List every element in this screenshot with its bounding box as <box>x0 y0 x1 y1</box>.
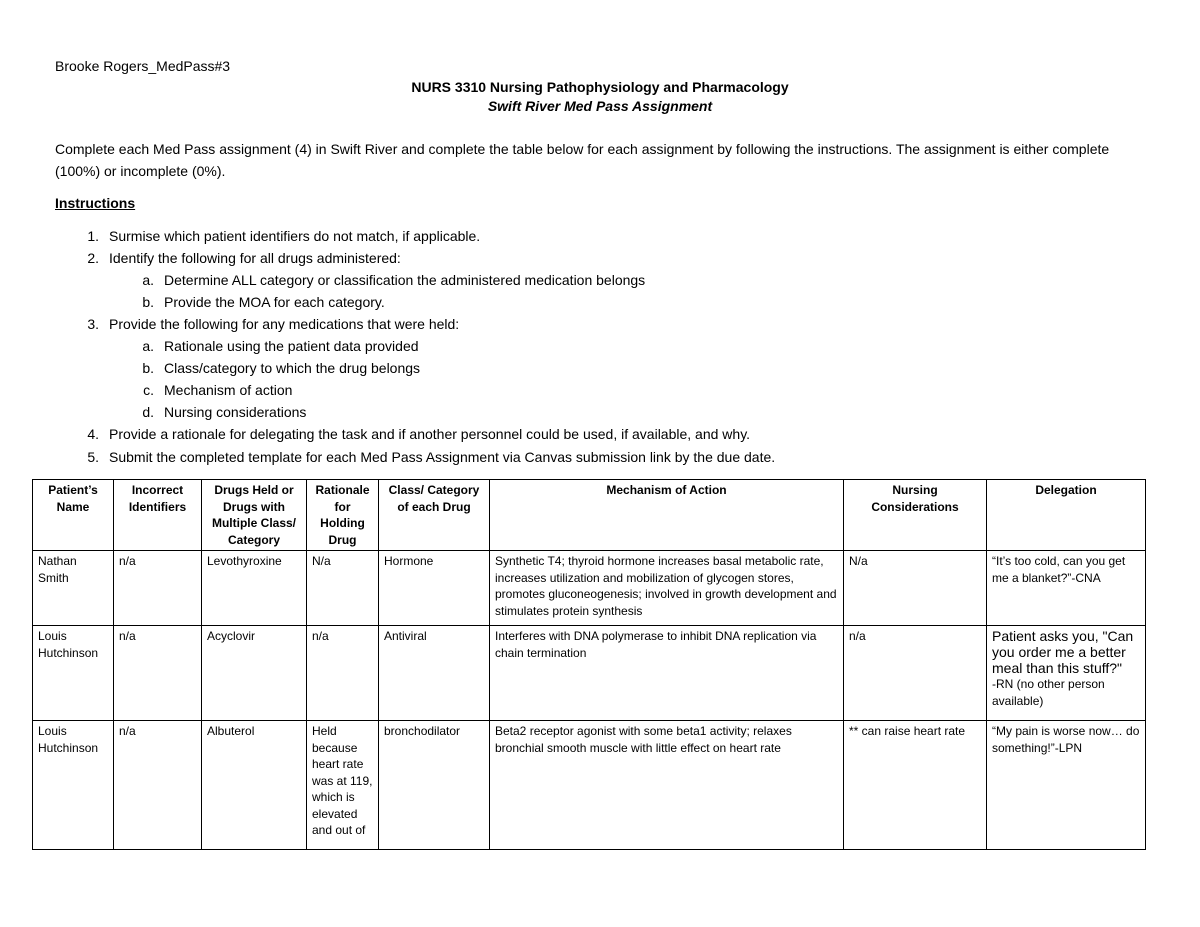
cell-rationale: n/a <box>307 626 379 721</box>
cell-moa: Interferes with DNA polymerase to inhibit DNA replication via chain termination <box>490 626 844 721</box>
delegation-note: -RN (no other person available) <box>992 677 1105 708</box>
instruction-text: Identify the following for all drugs administered: <box>109 250 401 266</box>
cell-nursing: n/a <box>844 626 987 721</box>
document-subtitle: Swift River Med Pass Assignment <box>487 98 713 114</box>
instruction-marker: b. <box>142 360 154 376</box>
instruction-text: Provide a rationale for delegating the task and if another personnel could be used, if available, and why. <box>109 426 751 442</box>
instruction-marker: 2. <box>87 250 99 266</box>
header-drugs-held: Drugs Held or Drugs with Multiple Class/ Category <box>202 480 307 551</box>
instruction-subitem <box>142 404 307 420</box>
header-patient-name: Patient’s Name <box>33 480 114 551</box>
cell-rationale: N/a <box>307 551 379 626</box>
header-nursing: Nursing Considerations <box>844 480 987 551</box>
cell-patient-name: Louis Hutchinson <box>33 626 114 721</box>
cell-class: Hormone <box>379 551 490 626</box>
cell-nursing: N/a <box>844 551 987 626</box>
instruction-text: Provide the MOA for each category. <box>164 294 385 310</box>
cell-delegation <box>987 626 1146 721</box>
cell-class: bronchodilator <box>379 721 490 850</box>
instruction-item <box>87 426 751 442</box>
instruction-item <box>87 316 460 332</box>
instruction-marker: 5. <box>87 449 99 465</box>
instruction-subitem <box>142 294 385 310</box>
document-title: NURS 3310 Nursing Pathophysiology and Pharmacology <box>411 79 789 95</box>
instruction-text: Rationale using the patient data provided <box>164 338 419 354</box>
header-mechanism: Mechanism of Action <box>490 480 844 551</box>
table-row <box>33 626 1146 721</box>
delegation-text: Patient asks you, "Can you order me a better meal than this stuff?" <box>992 628 1134 676</box>
intro-paragraph: Complete each Med Pass assignment (4) in Swift River and complete the table below for each assignment by following the instructions. The assignment is either complete (100%) or incomplete (0%). <box>55 141 1110 179</box>
cell-patient-name: Nathan Smith <box>33 551 114 626</box>
instruction-text: Surmise which patient identifiers do not match, if applicable. <box>109 228 481 244</box>
cell-moa: Synthetic T4; thyroid hormone increases basal metabolic rate, increases utilization and mobilization of glycogen stores, promotes gluconeogenesis; involved in growth development and stimulates protein synthesis <box>490 551 844 626</box>
cell-identifiers: n/a <box>114 721 202 850</box>
cell-patient-name: Louis Hutchinson <box>33 721 114 850</box>
delegation-text: “My pain is worse now… do something!”-LPN <box>992 724 1140 755</box>
instruction-marker: d. <box>142 404 154 420</box>
header-delegation: Delegation <box>987 480 1146 551</box>
instruction-text: Mechanism of action <box>164 382 293 398</box>
instruction-marker: b. <box>142 294 154 310</box>
cell-drug: Acyclovir <box>202 626 307 721</box>
instruction-item <box>87 449 776 465</box>
instruction-text: Class/category to which the drug belongs <box>164 360 421 376</box>
header-class-category: Class/ Category of each Drug <box>379 480 490 551</box>
instruction-subitem <box>143 382 293 398</box>
instruction-text: Provide the following for any medications that were held: <box>109 316 460 332</box>
header-rationale: Rationale for Holding Drug <box>307 480 379 551</box>
cell-drug: Levothyroxine <box>202 551 307 626</box>
author-line: Brooke Rogers_MedPass#3 <box>55 58 231 74</box>
instruction-text: Determine ALL category or classification the administered medication belongs <box>164 272 646 288</box>
instruction-text: Nursing considerations <box>164 404 307 420</box>
instruction-item <box>87 228 481 244</box>
cell-rationale: Held because heart rate was at 119, which is elevated and out of <box>307 721 379 850</box>
instruction-marker: 1. <box>87 228 99 244</box>
instruction-item <box>87 250 401 266</box>
header-incorrect-identifiers: Incorrect Identifiers <box>114 480 202 551</box>
table-row <box>33 551 1146 626</box>
instruction-marker: a. <box>142 338 154 354</box>
cell-class: Antiviral <box>379 626 490 721</box>
instruction-marker: 3. <box>87 316 99 332</box>
instruction-subitem <box>142 338 419 354</box>
instructions-heading: Instructions <box>55 195 136 211</box>
med-pass-table <box>32 479 1146 850</box>
instruction-text: Submit the completed template for each Med Pass Assignment via Canvas submission link by the due date. <box>109 449 776 465</box>
cell-moa: Beta2 receptor agonist with some beta1 activity; relaxes bronchial smooth muscle with little effect on heart rate <box>490 721 844 850</box>
delegation-text: “It’s too cold, can you get me a blanket?”-CNA <box>992 554 1126 585</box>
cell-drug: Albuterol <box>202 721 307 850</box>
table-row <box>33 721 1146 850</box>
instruction-subitem <box>142 360 421 376</box>
cell-identifiers: n/a <box>114 626 202 721</box>
cell-delegation <box>987 721 1146 850</box>
cell-identifiers: n/a <box>114 551 202 626</box>
table-header-row <box>33 480 1146 551</box>
instruction-subitem <box>142 272 646 288</box>
instruction-marker: c. <box>143 382 154 398</box>
instruction-marker: a. <box>142 272 154 288</box>
cell-delegation <box>987 551 1146 626</box>
cell-nursing: ** can raise heart rate <box>844 721 987 850</box>
instruction-marker: 4. <box>87 426 99 442</box>
